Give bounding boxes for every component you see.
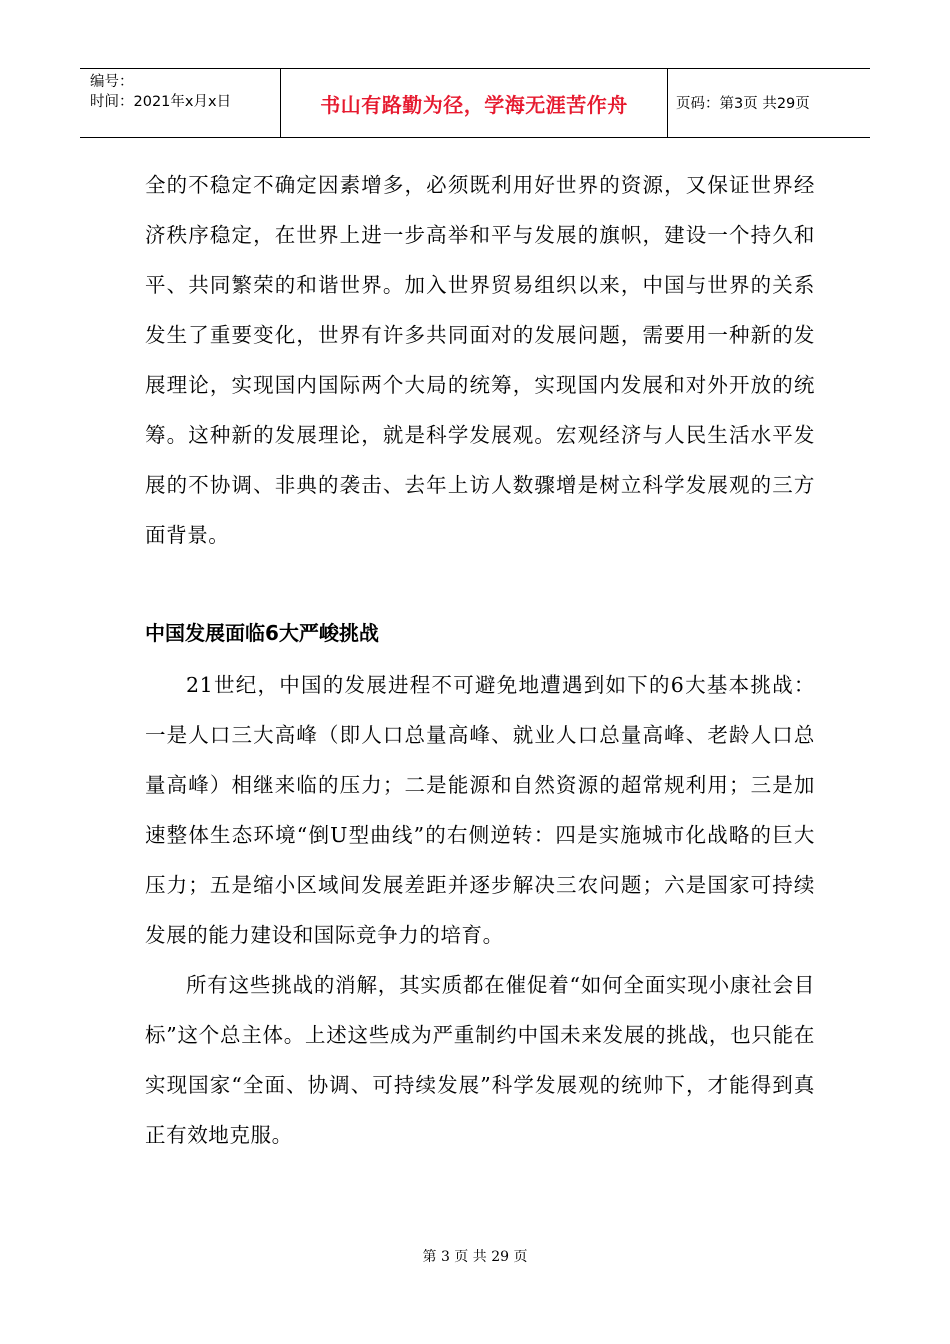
header-page-cell	[668, 69, 870, 137]
time-label: 时间：2021年x月x日	[90, 94, 232, 110]
page-info: 页码：第3页 共29页	[676, 96, 810, 112]
header-table	[80, 68, 870, 138]
paragraph-1: 全的不稳定不确定因素增多，必须既利用好世界的资源，又保证世界经济秩序稳定，在世界上进一步高举和平与发展的旗帜，建设一个持久和平、共同繁荣的和谐世界。加入世界贸易组织以来，中国与世界的关系发生了重要变化，世界有许多共同面对的发展问题，需要用一种新的发展理论，实现国内国际两个大局的统筹，实现国内发展和对外开放的统筹。这种新的发展理论，就是科学发展观。宏观经济与人民生活水平发展的不协调、非典的袭击、去年上访人数骤增是树立科学发展观的三方面背景。	[145, 173, 815, 547]
section-heading: 中国发展面临6大严峻挑战	[145, 621, 379, 645]
body-text-top	[145, 160, 815, 560]
page-footer: 第 3 页 共 29 页	[422, 1249, 528, 1265]
body-text-bottom	[145, 660, 815, 1160]
number-label: 编号：	[90, 74, 134, 90]
paragraph-2: 21世纪，中国的发展进程不可避免地遭遇到如下的6大基本挑战：一是人口三大高峰（即人口总量高峰、就业人口总量高峰、老龄人口总量高峰）相继来临的压力；二是能源和自然资源的超常规利用；三是加速整体生态环境“倒U型曲线”的右侧逆转：四是实施城市化战略的巨大压力；五是缩小区域间发展差距并逐步解决三农问题；六是国家可持续发展的能力建设和国际竞争力的培育。	[145, 673, 815, 947]
header-meta-cell	[80, 69, 281, 137]
motto-text: 书山有路勤为径，学海无涯苦作舟	[320, 93, 628, 117]
paragraph-3: 所有这些挑战的消解，其实质都在催促着“如何全面实现小康社会目标”这个总主体。上述这些成为严重制约中国未来发展的挑战，也只能在实现国家“全面、协调、可持续发展”科学发展观的统帅下，才能得到真正有效地克服。	[145, 973, 815, 1147]
header-motto-cell	[281, 69, 668, 137]
